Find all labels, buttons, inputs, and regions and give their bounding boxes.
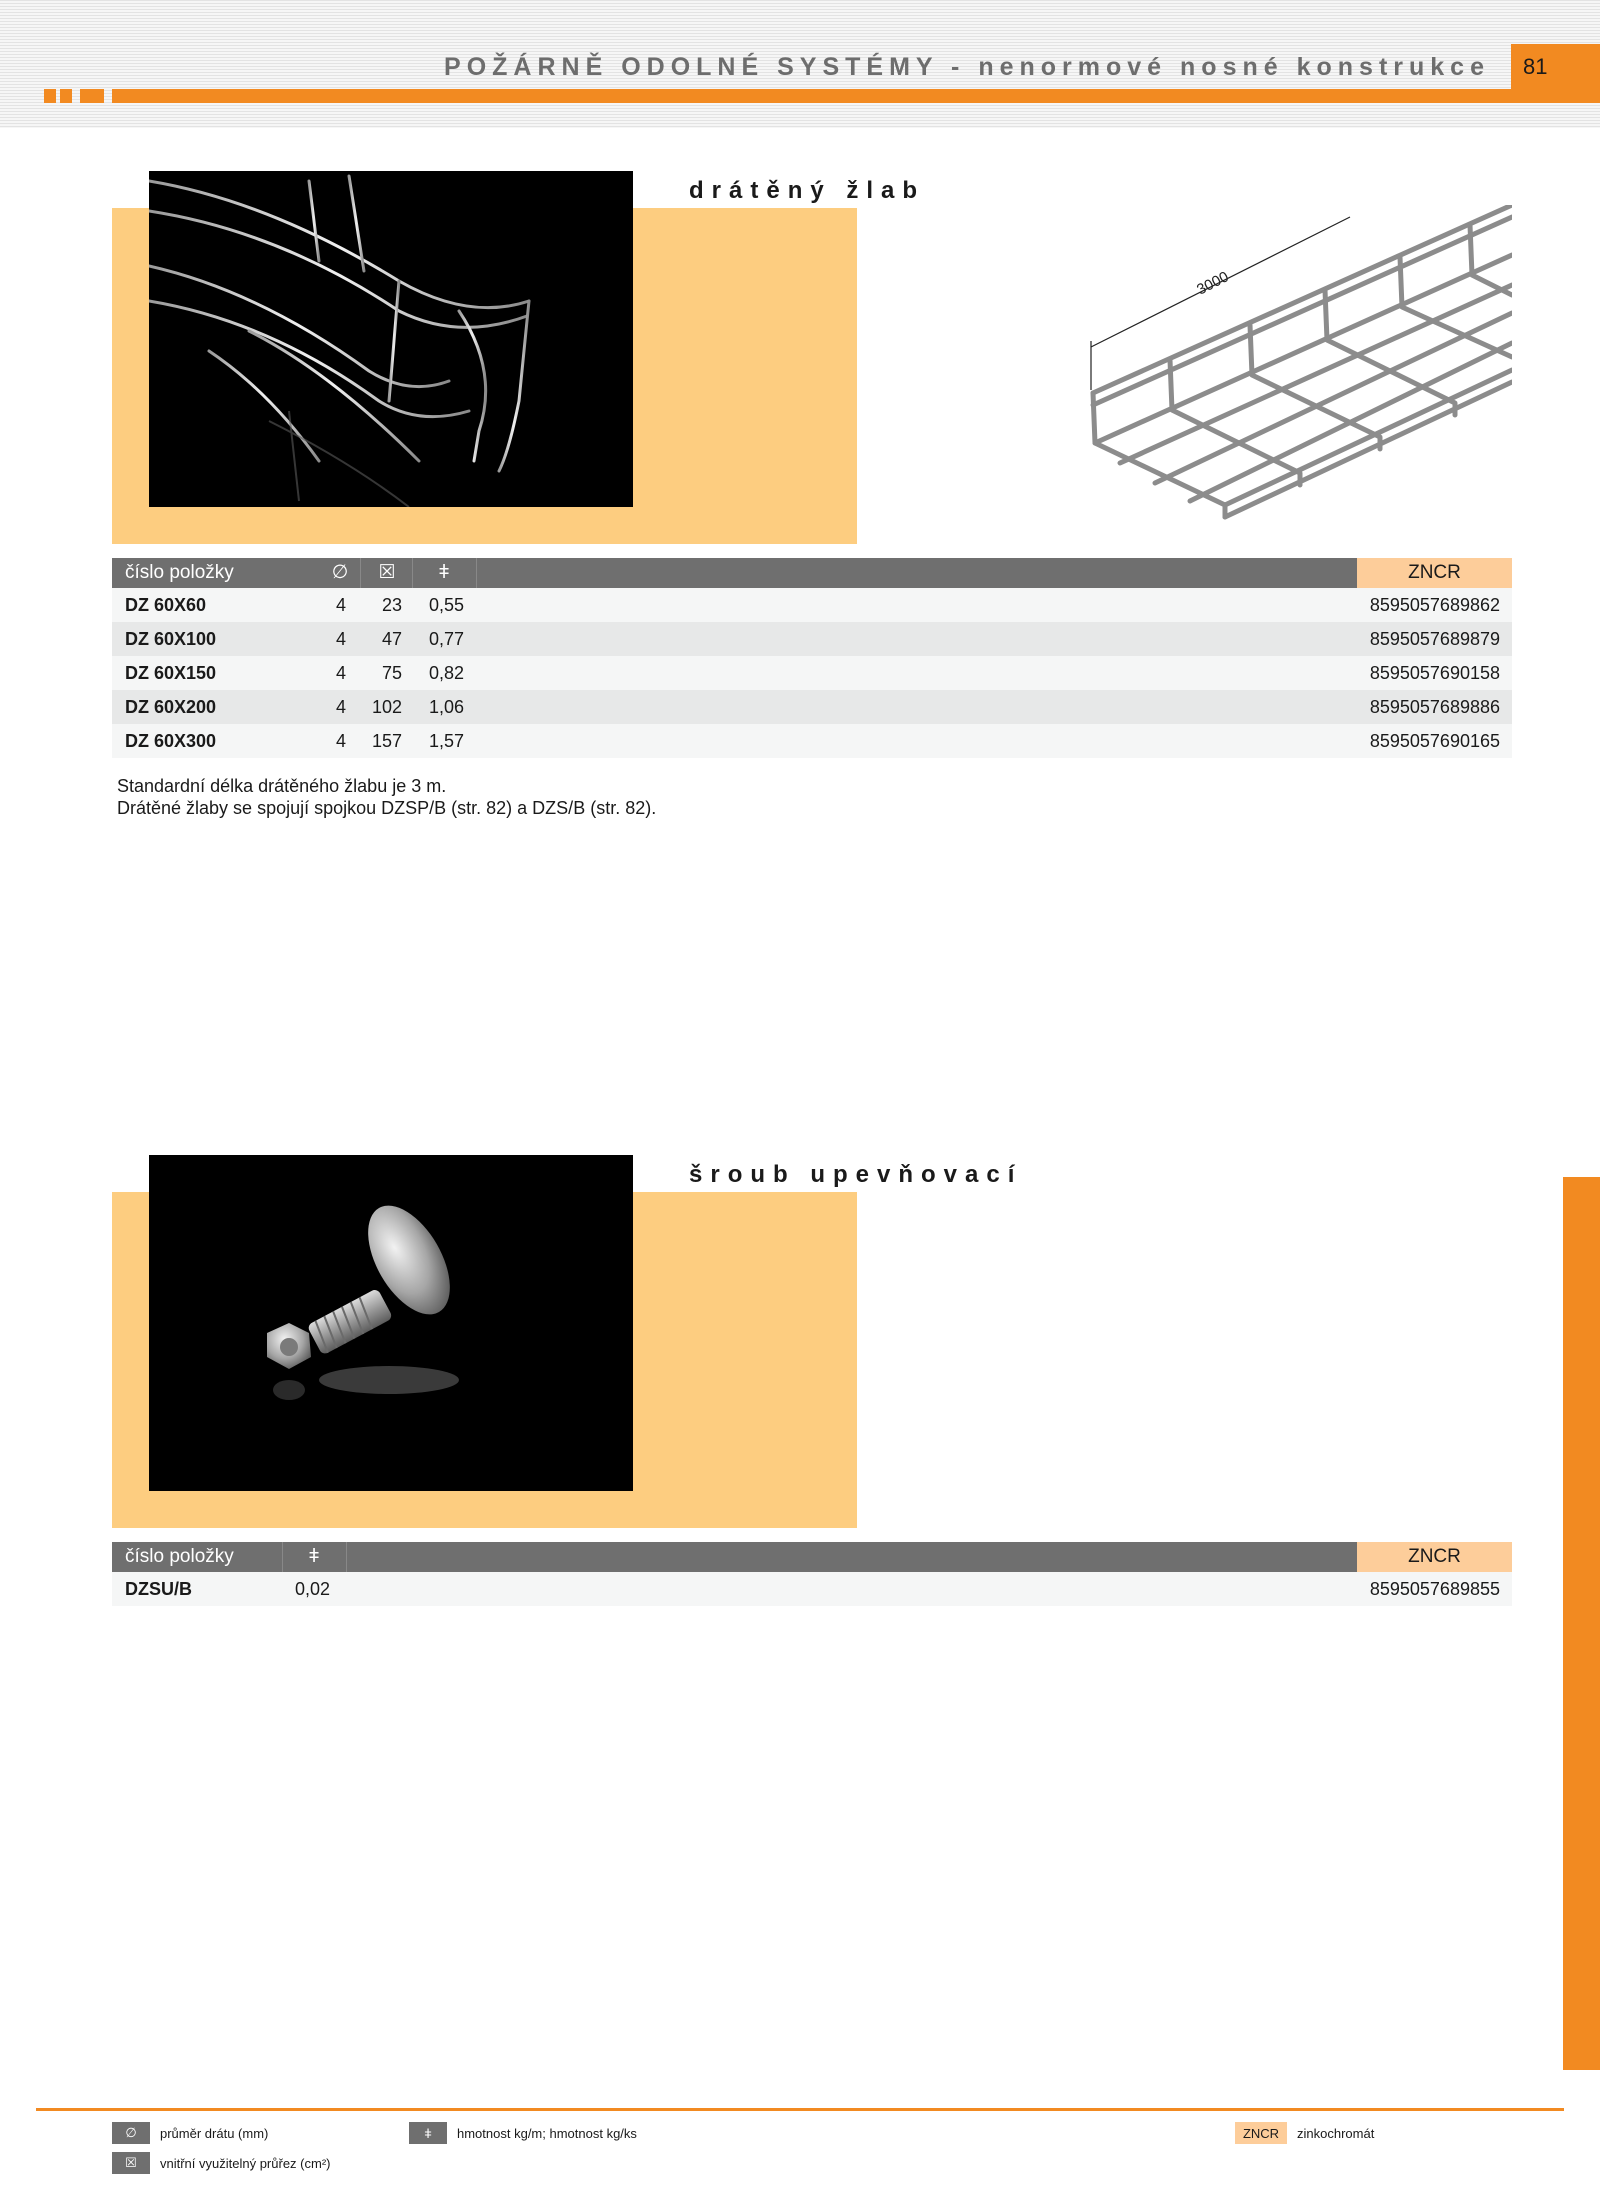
item-weight: 0,82 <box>429 663 465 683</box>
table-row <box>112 622 1512 656</box>
item-weight: 0,77 <box>429 629 465 649</box>
item-section: 75 <box>381 663 402 683</box>
table-row <box>112 656 1512 690</box>
table-body <box>112 588 1512 758</box>
section-title-wire-tray: drátěný žlab <box>689 177 926 204</box>
note-line: Drátěné žlaby se spojují spojkou DZSP/B (str. 82) a DZS/B (str. 82). <box>117 798 657 818</box>
column-header-znc: ZNCR <box>1357 1542 1512 1572</box>
item-weight: 0,55 <box>429 595 465 615</box>
item-section: 157 <box>371 731 402 751</box>
legend-text: vnitřní využitelný průřez (cm²) <box>160 2155 331 2171</box>
wire-tray-photo-art <box>149 171 633 507</box>
wire-tray-drawing <box>1075 205 1512 545</box>
fixing-screw-photo-art <box>149 1155 633 1491</box>
cross-section-icon: ☒ <box>378 562 396 583</box>
page-title: POŽÁRNĚ ODOLNÉ SYSTÉMY - nenormové nosné konstrukce <box>444 53 1490 81</box>
item-ean: 8595057689855 <box>1369 1579 1500 1599</box>
column-header-code: číslo položky <box>125 1546 234 1567</box>
legend-finish <box>1235 2122 1374 2144</box>
item-code: DZ 60X150 <box>125 663 217 683</box>
table-header <box>112 1542 1512 1572</box>
table-row <box>112 588 1512 622</box>
note-line: Standardní délka drátěného žlabu je 3 m. <box>117 776 447 796</box>
table-header <box>112 558 1512 588</box>
legend-diameter <box>112 2122 268 2144</box>
legend-section <box>112 2152 330 2174</box>
item-diameter: 4 <box>335 697 346 717</box>
header-decor-square <box>44 89 56 103</box>
column-separator <box>346 1542 347 1572</box>
section-title-fixing-screw: šroub upevňovací <box>689 1161 1023 1188</box>
cross-section-icon: ☒ <box>112 2152 150 2174</box>
item-diameter: 4 <box>335 595 346 615</box>
spec-table-fixing-screw <box>112 1542 1512 1606</box>
dimension-label: 3000 <box>1194 268 1232 299</box>
item-ean: 8595057690165 <box>1369 731 1500 751</box>
item-code: DZ 60X200 <box>125 697 217 717</box>
page-number-box <box>1511 44 1600 103</box>
diameter-icon: ∅ <box>112 2122 150 2144</box>
item-code: DZSU/B <box>125 1579 192 1599</box>
legend-text: hmotnost kg/m; hmotnost kg/ks <box>457 2125 637 2141</box>
fixing-screw-photo <box>149 1155 633 1491</box>
side-orange-bar <box>1563 1177 1600 2070</box>
item-code: DZ 60X100 <box>125 629 217 649</box>
header-decor-square <box>60 89 72 103</box>
finish-chip: ZNCR <box>1235 2122 1287 2144</box>
column-header-code: číslo položky <box>125 562 234 583</box>
item-diameter: 4 <box>335 731 346 751</box>
legend-weight <box>409 2122 637 2144</box>
item-ean: 8595057689886 <box>1369 697 1500 717</box>
item-section: 102 <box>371 697 402 717</box>
item-section: 23 <box>381 595 402 615</box>
weight-icon: ǂ <box>308 1546 320 1567</box>
item-ean: 8595057689879 <box>1369 629 1500 649</box>
item-code: DZ 60X60 <box>125 595 207 615</box>
item-code: DZ 60X300 <box>125 731 217 751</box>
notes <box>117 775 656 819</box>
header-orange-bar <box>112 89 1600 103</box>
column-separator <box>476 558 477 588</box>
legend-text: zinkochromát <box>1297 2125 1375 2141</box>
column-separator <box>412 558 413 588</box>
diameter-icon: ∅ <box>331 562 349 583</box>
footer-line <box>36 2108 1564 2111</box>
table-row <box>112 1572 1512 1606</box>
weight-icon: ǂ <box>438 562 450 583</box>
wire-tray-photo <box>149 171 633 507</box>
item-ean: 8595057689862 <box>1369 595 1500 615</box>
item-weight: 1,06 <box>429 697 465 717</box>
item-weight: 1,57 <box>429 731 465 751</box>
weight-icon: ǂ <box>409 2122 447 2144</box>
item-diameter: 4 <box>335 663 346 683</box>
column-header-znc: ZNCR <box>1357 558 1512 588</box>
table-row <box>112 690 1512 724</box>
legend-text: průměr drátu (mm) <box>160 2125 269 2141</box>
page-number: 81 <box>1523 54 1548 79</box>
item-weight: 0,02 <box>295 1579 331 1599</box>
table-row <box>112 724 1512 758</box>
column-separator <box>360 558 361 588</box>
spec-table-wire-tray <box>112 558 1512 758</box>
item-diameter: 4 <box>335 629 346 649</box>
item-section: 47 <box>381 629 402 649</box>
column-separator <box>282 1542 283 1572</box>
item-ean: 8595057690158 <box>1369 663 1500 683</box>
header-decor-square <box>80 89 104 103</box>
wire-tray-drawing-art <box>1075 205 1512 545</box>
